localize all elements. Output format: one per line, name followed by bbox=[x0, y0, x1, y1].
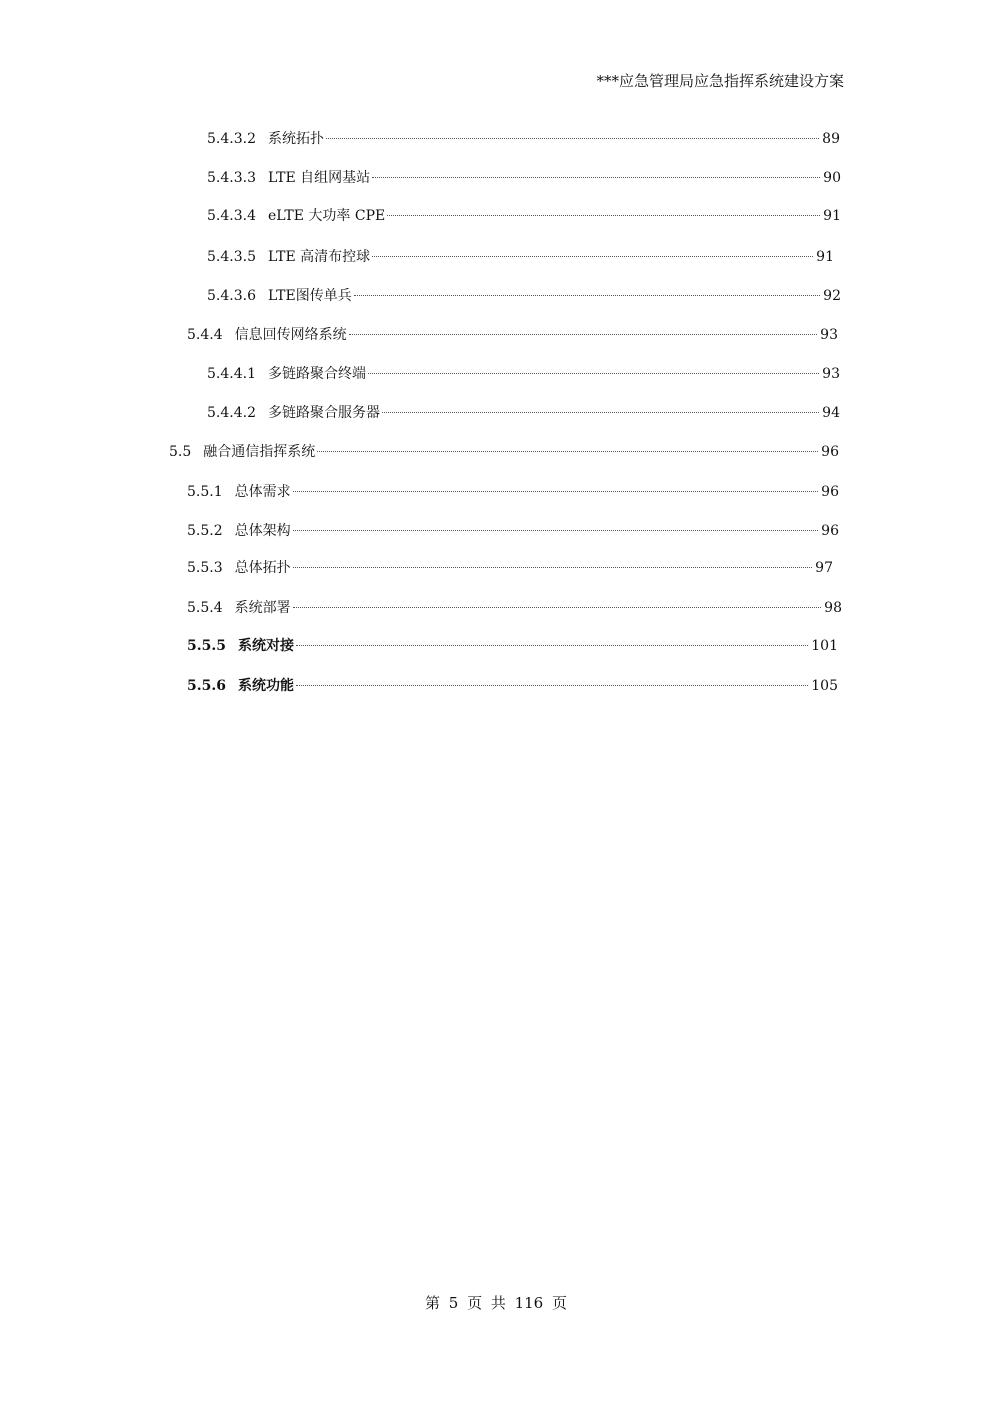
toc-entry[interactable] bbox=[207, 205, 841, 227]
toc-entry-number: 5.5.1 bbox=[187, 484, 223, 500]
toc-entry[interactable] bbox=[187, 597, 842, 619]
toc-entry-title: LTE图传单兵 bbox=[267, 288, 352, 304]
toc-entry-title: LTE 高清布控球 bbox=[267, 249, 371, 265]
toc-entry-title: 系统对接 bbox=[237, 638, 294, 654]
toc-entry-title: 多链路聚合终端 bbox=[267, 366, 366, 382]
toc-leader-dots bbox=[372, 256, 813, 257]
toc-entry-number: 5.4.3.3 bbox=[207, 170, 256, 186]
toc-entry-title: 系统拓扑 bbox=[267, 131, 324, 147]
toc-entry[interactable] bbox=[169, 441, 839, 463]
toc-leader-dots bbox=[349, 334, 818, 335]
toc-entry[interactable] bbox=[207, 363, 840, 385]
toc-leader-dots bbox=[296, 645, 808, 646]
toc-entry-title: 总体架构 bbox=[234, 523, 291, 539]
toc-entry-page: 90 bbox=[823, 170, 841, 186]
toc-entry-page: 91 bbox=[816, 249, 834, 265]
toc-entry-page: 105 bbox=[811, 678, 838, 694]
toc-entry[interactable] bbox=[187, 557, 833, 579]
toc-entry-number: 5.5.2 bbox=[187, 523, 223, 539]
toc-entry-page: 97 bbox=[815, 560, 833, 576]
toc-leader-dots bbox=[326, 138, 819, 139]
toc-entry-number: 5.5.3 bbox=[187, 560, 223, 576]
toc-entry-title: LTE 自组网基站 bbox=[267, 170, 371, 186]
toc-leader-dots bbox=[387, 215, 820, 216]
toc-entry[interactable] bbox=[207, 167, 841, 189]
toc-leader-dots bbox=[293, 491, 819, 492]
toc-leader-dots bbox=[296, 685, 808, 686]
toc-entry[interactable] bbox=[187, 635, 838, 657]
toc-leader-dots bbox=[293, 530, 819, 531]
toc-leader-dots bbox=[368, 373, 819, 374]
toc-entry-title: eLTE 大功率 CPE bbox=[267, 208, 386, 224]
toc-entry-page: 92 bbox=[823, 288, 841, 304]
toc-entry-number: 5.4.3.4 bbox=[207, 208, 256, 224]
toc-entry-page: 93 bbox=[822, 366, 840, 382]
toc-leader-dots bbox=[293, 567, 813, 568]
toc-entry[interactable] bbox=[207, 246, 834, 268]
toc-leader-dots bbox=[317, 451, 818, 452]
toc-entry-page: 94 bbox=[822, 405, 840, 421]
toc-entry-title: 多链路聚合服务器 bbox=[267, 405, 380, 421]
toc-entry[interactable] bbox=[187, 675, 838, 697]
toc-entry-number: 5.4.3.2 bbox=[207, 131, 256, 147]
toc-entry-number: 5.4.3.6 bbox=[207, 288, 256, 304]
toc-entry-title: 系统部署 bbox=[234, 600, 291, 616]
toc-entry-page: 98 bbox=[824, 600, 842, 616]
toc-entry-page: 96 bbox=[821, 523, 839, 539]
toc-entry[interactable] bbox=[187, 520, 839, 542]
toc-entry-title: 融合通信指挥系统 bbox=[203, 444, 316, 460]
toc-entry-number: 5.4.3.5 bbox=[207, 249, 256, 265]
toc-entry-number: 5.5.5 bbox=[187, 638, 226, 654]
toc-entry-number: 5.4.4.1 bbox=[207, 366, 256, 382]
toc-leader-dots bbox=[382, 412, 819, 413]
toc-entry-page: 96 bbox=[821, 484, 839, 500]
toc-leader-dots bbox=[293, 607, 822, 608]
toc-entry-title: 系统功能 bbox=[237, 678, 294, 694]
toc-entry-number: 5.5.6 bbox=[187, 678, 226, 694]
toc-entry-number: 5.5 bbox=[169, 444, 192, 460]
page-footer-number: 第 5 页 共 116 页 bbox=[424, 1294, 567, 1312]
toc-entry-number: 5.5.4 bbox=[187, 600, 223, 616]
toc-entry[interactable] bbox=[207, 128, 840, 150]
toc-entry-page: 93 bbox=[820, 327, 838, 343]
toc-entry-page: 91 bbox=[823, 208, 841, 224]
toc-entry-page: 89 bbox=[822, 131, 840, 147]
page-header-title: ***应急管理局应急指挥系统建设方案 bbox=[596, 72, 844, 90]
toc-entry-title: 总体需求 bbox=[234, 484, 291, 500]
toc-entry[interactable] bbox=[207, 285, 841, 307]
toc-entry[interactable] bbox=[207, 402, 840, 424]
toc-entry[interactable] bbox=[187, 481, 839, 503]
toc-entry-page: 96 bbox=[821, 444, 839, 460]
toc-entry-number: 5.4.4 bbox=[187, 327, 223, 343]
toc-entry-page: 101 bbox=[811, 638, 838, 654]
toc-entry-number: 5.4.4.2 bbox=[207, 405, 256, 421]
toc-entry-title: 信息回传网络系统 bbox=[234, 327, 347, 343]
toc-leader-dots bbox=[372, 177, 820, 178]
toc-entry-title: 总体拓扑 bbox=[234, 560, 291, 576]
toc-leader-dots bbox=[354, 295, 820, 296]
toc-entry[interactable] bbox=[187, 324, 838, 346]
